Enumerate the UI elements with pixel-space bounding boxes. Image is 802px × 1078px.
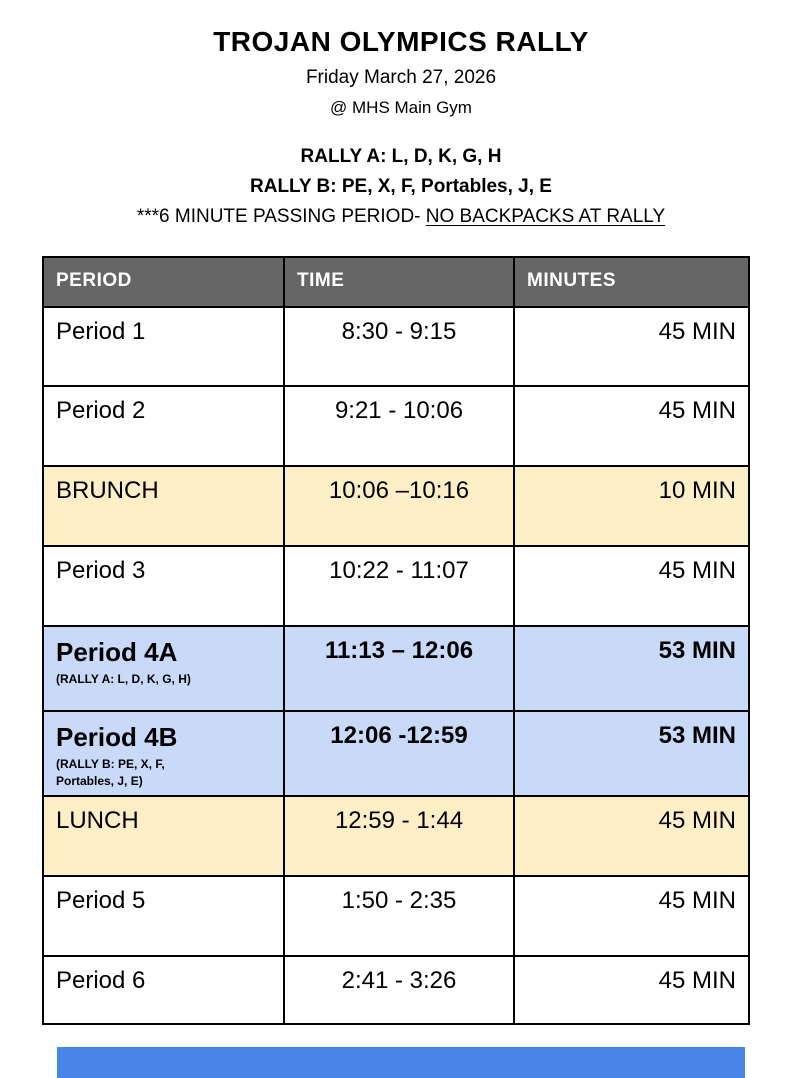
rally-a-sub-note: (RALLY A: L, D, K, G, H) xyxy=(56,672,191,686)
note-prefix: ***6 MINUTE PASSING PERIOD- xyxy=(136,206,426,227)
table-row-period-3 xyxy=(43,546,749,626)
table-row-period-5 xyxy=(43,876,749,956)
page-title: TROJAN OLYMPICS RALLY xyxy=(213,26,589,57)
minutes-cell: 45 MIN xyxy=(514,546,749,626)
rally-b-sub-note-line-2: Portables, J, E) xyxy=(56,774,143,789)
period-cell: Period 1 xyxy=(43,307,284,386)
rally-info xyxy=(0,146,802,228)
column-header-period: PERIOD xyxy=(43,257,284,307)
time-cell: 9:21 - 10:06 xyxy=(284,386,514,466)
period-cell: Period 4B (RALLY B: PE, X, F, Portables, J, E) xyxy=(43,711,284,796)
table-row-period-6 xyxy=(43,956,749,1024)
footer-blue-bar xyxy=(57,1047,745,1078)
table-row-lunch xyxy=(43,796,749,876)
minutes-cell: 53 MIN xyxy=(514,626,749,711)
schedule-table xyxy=(42,256,750,1025)
table-row-period-4b xyxy=(43,711,749,796)
passing-period-note xyxy=(0,206,802,228)
time-cell: 8:30 - 9:15 xyxy=(284,307,514,386)
time-cell: 11:13 – 12:06 xyxy=(284,626,514,711)
minutes-cell: 45 MIN xyxy=(514,876,749,956)
table-row-brunch xyxy=(43,466,749,546)
time-cell: 1:50 - 2:35 xyxy=(284,876,514,956)
time-cell: 12:59 - 1:44 xyxy=(284,796,514,876)
time-cell: 10:22 - 11:07 xyxy=(284,546,514,626)
event-location: @ MHS Main Gym xyxy=(330,98,472,117)
minutes-cell: 45 MIN xyxy=(514,386,749,466)
time-cell: 2:41 - 3:26 xyxy=(284,956,514,1024)
period-cell: Period 2 xyxy=(43,386,284,466)
event-date: Friday March 27, 2026 xyxy=(305,67,497,88)
period-cell: BRUNCH xyxy=(43,466,284,546)
period-cell: Period 4A (RALLY A: L, D, K, G, H) xyxy=(43,626,284,711)
minutes-cell: 45 MIN xyxy=(514,796,749,876)
minutes-cell: 45 MIN xyxy=(514,956,749,1024)
note-no-backpacks: NO BACKPACKS AT RALLY xyxy=(425,206,666,227)
period-cell: LUNCH xyxy=(43,796,284,876)
column-header-time: TIME xyxy=(284,257,514,307)
document-header xyxy=(0,0,802,118)
table-row-period-4a xyxy=(43,626,749,711)
period-cell: Period 5 xyxy=(43,876,284,956)
period-cell: Period 3 xyxy=(43,546,284,626)
minutes-cell: 10 MIN xyxy=(514,466,749,546)
table-row-period-1 xyxy=(43,307,749,386)
period-cell: Period 6 xyxy=(43,956,284,1024)
rally-b-sub-note-line-1: (RALLY B: PE, X, F, xyxy=(56,757,165,771)
table-header-row xyxy=(43,257,749,307)
rally-b-line: RALLY B: PE, X, F, Portables, J, E xyxy=(250,176,552,197)
minutes-cell: 53 MIN xyxy=(514,711,749,796)
table-row-period-2 xyxy=(43,386,749,466)
rally-a-line: RALLY A: L, D, K, G, H xyxy=(300,146,502,167)
time-cell: 10:06 –10:16 xyxy=(284,466,514,546)
time-cell: 12:06 -12:59 xyxy=(284,711,514,796)
minutes-cell: 45 MIN xyxy=(514,307,749,386)
column-header-minutes: MINUTES xyxy=(514,257,749,307)
